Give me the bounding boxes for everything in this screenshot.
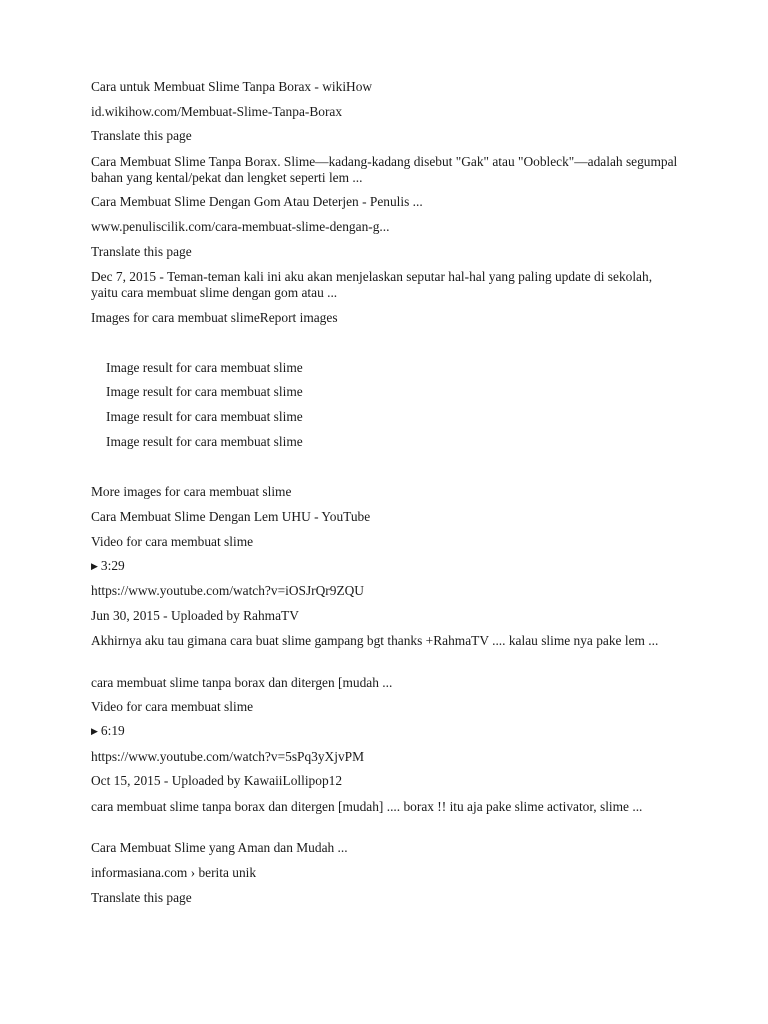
video-snippet: Akhirnya aku tau gimana cara buat slime gampang bgt thanks +RahmaTV .... kalau slime nya pake lem ... [91, 633, 659, 648]
video-url[interactable]: https://www.youtube.com/watch?v=5sPq3yXjvPM [91, 749, 364, 764]
image-result-item[interactable]: Image result for cara membuat slime [106, 384, 303, 399]
video-meta: Oct 15, 2015 - Uploaded by KawaiiLollipop12 [91, 773, 343, 788]
play-icon[interactable]: ▶ [91, 726, 98, 736]
video-url[interactable]: https://www.youtube.com/watch?v=iOSJrQr9ZQU [91, 583, 364, 598]
result-snippet: Dec 7, 2015 - Teman-teman kali ini aku akan menjelaskan seputar hal-hal yang paling update di sekolah, yaitu cara membuat slime dengan gom atau ... [91, 269, 653, 300]
video-title[interactable]: cara membuat slime tanpa borax dan ditergen [mudah ... [91, 675, 393, 690]
result-url[interactable]: www.penuliscilik.com/cara-membuat-slime-dengan-g... [91, 219, 390, 234]
image-result-item[interactable]: Image result for cara membuat slime [106, 434, 303, 449]
more-images-link[interactable]: More images for cara membuat slime [91, 484, 292, 499]
translate-link[interactable]: Translate this page [91, 128, 192, 143]
images-header[interactable]: Images for cara membuat slimeReport images [91, 310, 338, 325]
image-result-item[interactable]: Image result for cara membuat slime [106, 409, 303, 424]
result-url[interactable]: id.wikihow.com/Membuat-Slime-Tanpa-Borax [91, 104, 343, 119]
video-duration-row[interactable] [91, 558, 681, 574]
video-snippet: cara membuat slime tanpa borax dan ditergen [mudah] .... borax !! itu aja pake slime activator, slime ... [91, 799, 643, 814]
play-icon[interactable]: ▶ [91, 561, 98, 571]
result-title[interactable]: Cara Membuat Slime yang Aman dan Mudah ... [91, 840, 348, 855]
video-duration: 3:29 [100, 558, 125, 573]
result-title[interactable]: Cara Membuat Slime Dengan Gom Atau Deterjen - Penulis ... [91, 194, 423, 209]
translate-link[interactable]: Translate this page [91, 890, 192, 905]
result-url[interactable]: informasiana.com › berita unik [91, 865, 257, 880]
video-meta: Jun 30, 2015 - Uploaded by RahmaTV [91, 608, 299, 623]
result-snippet: Cara Membuat Slime Tanpa Borax. Slime—kadang-kadang disebut "Gak" atau "Oobleck"—adalah segumpal bahan yang kental/pekat dan lengket seperti lem ... [91, 154, 678, 185]
video-duration: 6:19 [100, 723, 125, 738]
video-label: Video for cara membuat slime [91, 699, 254, 714]
video-duration-row[interactable] [91, 723, 681, 739]
image-result-item[interactable]: Image result for cara membuat slime [106, 360, 303, 375]
translate-link[interactable]: Translate this page [91, 244, 192, 259]
video-label: Video for cara membuat slime [91, 534, 254, 549]
result-title[interactable]: Cara untuk Membuat Slime Tanpa Borax - wikiHow [91, 79, 373, 94]
video-title[interactable]: Cara Membuat Slime Dengan Lem UHU - YouTube [91, 509, 371, 524]
